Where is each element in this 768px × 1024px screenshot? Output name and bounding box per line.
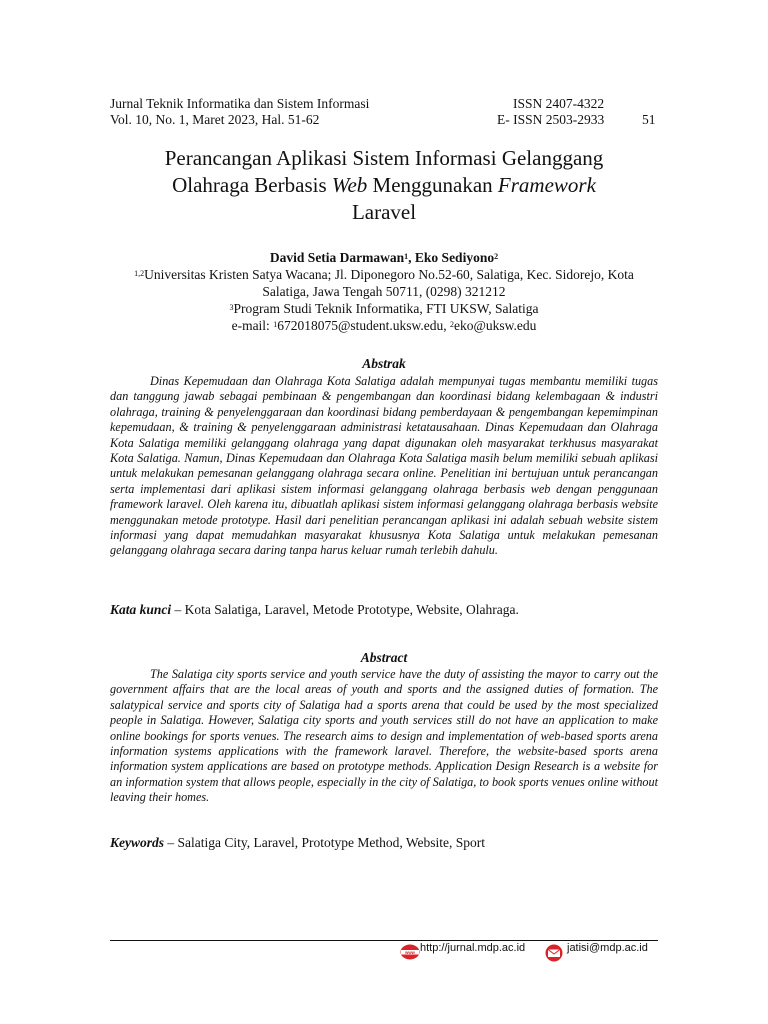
affiliation-2-sup: 3 <box>229 303 234 312</box>
kata-kunci-text: – Kota Salatiga, Laravel, Metode Prototype, Website, Olahraga. <box>171 602 519 617</box>
footer-divider <box>110 940 658 941</box>
title-line-3: Laravel <box>351 200 417 224</box>
volume-info: Vol. 10, No. 1, Maret 2023, Hal. 51-62 <box>110 112 320 127</box>
paper-title <box>110 145 658 226</box>
abstract-heading: Abstract <box>360 650 408 665</box>
affiliation-1-text: Universitas Kristen Satya Wacana; Jl. Diponegoro No.52-60, Salatiga, Kec. Sidorejo, Kota <box>144 267 634 282</box>
keywords <box>110 834 658 851</box>
journal-name: Jurnal Teknik Informatika dan Sistem Informasi <box>110 96 370 111</box>
author-1-sup: 1 <box>404 252 409 261</box>
affiliation-1-line-2: Salatiga, Jawa Tengah 50711, (0298) 321212 <box>262 284 506 299</box>
footer-email-link[interactable]: jatisi@mdp.ac.id <box>567 942 648 954</box>
footer-website-link[interactable]: http://jurnal.mdp.ac.id <box>420 942 526 954</box>
page-number: 51 <box>642 112 656 127</box>
keywords-text: – Salatiga City, Laravel, Prototype Method, Website, Sport <box>164 835 485 850</box>
author-2: Eko Sediyono <box>414 250 495 265</box>
keywords-label: Keywords <box>110 835 164 850</box>
affiliation-1-line-1 <box>110 266 658 283</box>
kata-kunci <box>110 601 658 618</box>
title-web: Web <box>331 173 368 197</box>
email-prefix: e-mail: <box>231 318 274 333</box>
abstrak-text: Dinas Kepemudaan dan Olahraga Kota Salatiga adalah mempunyai tugas membantu memiliki tugas dan tanggung jawab sebagai pembinaan & pengembangan dan koordinasi bidang kelembagaan & industri olahraga, training & penyelenggaraan dan koordinasi bidang pemberdayaan & pengembangan kepemimpinan kepemudaan, & training & penyelenggaraan administrasi ketatausahaan. Dinas Kepemudaan dan Olahraga Kota Salatiga memiliki gelanggang olahraga yang dapat digunakan oleh masyarakat terkhusus masyarakat Kota Salatiga. Namun, Dinas Kepemudaan dan Olahraga Kota Salatiga masih belum memiliki sebuah aplikasi untuk melakukan pemesanan gelanggang olahraga secara online. Penelitian ini bertujuan untuk perancangan serta implementasi dari aplikasi sistem informasi gelanggang olahraga berbasis web dengan penggunaan framework laravel. Oleh karena itu, dibuatlah aplikasi sistem informasi gelanggang olahraga berbasis website menggunakan metode prototype. Hasil dari penelitian perancangan aplikasi ini adalah sebuah website sistem informasi yang dapat memudahkan masyarakat khususnya Kota Salatiga untuk melakukan pemesanan gelanggang olahraga secara daring tanpa harus keluar rumah terlebih dahulu. <box>110 374 658 558</box>
affiliation-1-sup: 1,2 <box>134 269 145 278</box>
title-framework: Framework <box>497 173 596 197</box>
title-part-3: Menggunakan <box>367 173 498 197</box>
abstrak-heading: Abstrak <box>362 356 406 371</box>
affiliation-2 <box>110 300 658 317</box>
title-part-2: Olahraga Berbasis <box>172 173 332 197</box>
issn: ISSN 2407-4322 <box>513 96 605 111</box>
email-1: 672018075@student.uksw.edu, <box>277 318 450 333</box>
email-2: eko@uksw.edu <box>454 318 537 333</box>
affiliation-2-text: Program Studi Teknik Informatika, FTI UKSW, Salatiga <box>233 301 539 316</box>
eissn: E- ISSN 2503-2933 <box>497 112 605 127</box>
svg-text:www: www <box>405 949 415 955</box>
author-1: David Setia Darmawan <box>269 250 405 265</box>
author-separator: , <box>408 250 415 265</box>
kata-kunci-label: Kata kunci <box>110 602 172 617</box>
email-line <box>110 317 658 334</box>
email-1-sup: 1 <box>273 320 278 329</box>
abstract-text: The Salatiga city sports service and youth service have the duty of assisting the mayor to carry out the government affairs that are the local areas of youth and sports and the assigned duties of formation. The salatypical service and sports city of Salatiga had a sports arena that could be used by the most specialized people in Salatiga. However, Salatiga city sports and youth services still do not have an application to make online bookings for sports venues. The research aims to design and implementation of web-based sports arena information systems applications with the framework laravel. Therefore, the website-based sports arena information system applications are based on prototype methods. Application Design Research is a website for an information system that allows people, especially in the city of Salatiga, to book sports venues online without leaving their homes. <box>110 667 658 805</box>
email-2-sup: 2 <box>450 320 454 329</box>
title-line-1: Perancangan Aplikasi Sistem Informasi Gelanggang <box>164 146 604 170</box>
envelope-icon <box>543 944 565 962</box>
globe-icon <box>400 944 420 960</box>
author-2-sup: 2 <box>494 252 499 261</box>
author-list <box>110 249 658 266</box>
